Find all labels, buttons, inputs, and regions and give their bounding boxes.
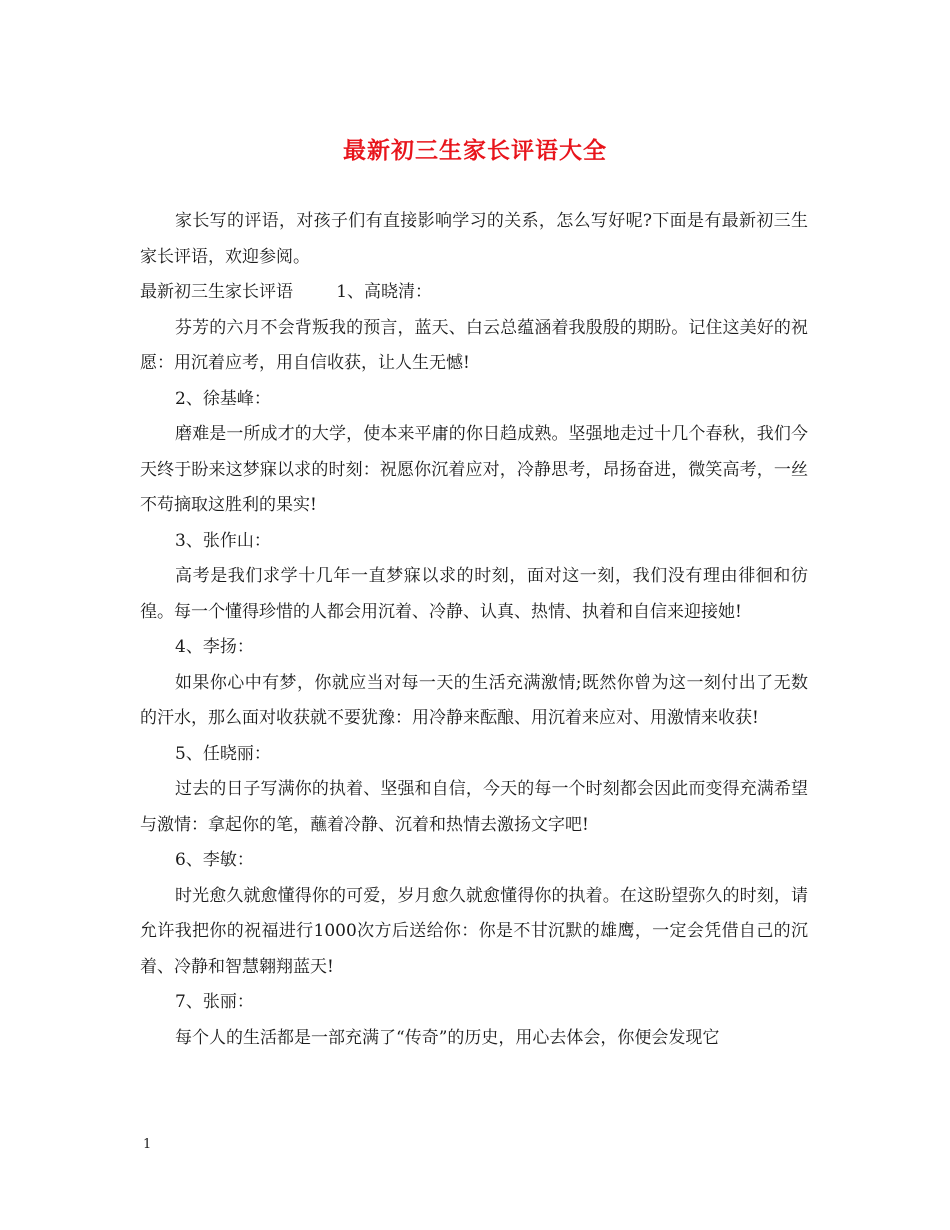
comment-author: 3、张作山：: [175, 530, 271, 551]
comment-author: 7、张丽：: [175, 992, 254, 1012]
document-body: [140, 204, 808, 1056]
intro-paragraph: 家长写的评语，对孩子们有直接影响学习的关系，怎么写好呢?下面是有最新初三生家长评语，欢迎参阅。: [140, 211, 808, 267]
comment-paragraph: 时光愈久就愈懂得你的可爱，岁月愈久就愈懂得你的执着。在这盼望弥久的时刻，请允许我把你的祝福进行1000次方后送给你：你是不甘沉默的雄鹰，一定会凭借自己的沉着、冷静和智慧翱翔蓝天!: [140, 885, 808, 977]
comment-paragraph: 高考是我们求学十几年一直梦寐以求的时刻，面对这一刻，我们没有理由徘徊和彷徨。每一个懂得珍惜的人都会用沉着、冷静、认真、热情、执着和自信来迎接她!: [140, 566, 808, 622]
document-title: 最新初三生家长评语大全: [343, 137, 607, 164]
comment-author: 5、任晓丽：: [175, 743, 271, 764]
comment-paragraph: 如果你心中有梦，你就应当对每一天的生活充满激情;既然你曾为这一刻付出了无数的汗水，那么面对收获就不要犹豫：用冷静来酝酿、用沉着来应对、用激情来收获!: [140, 672, 808, 728]
section-heading: 最新初三生家长评语 1、高晓清：: [140, 282, 433, 302]
comment-author: 4、李扬：: [175, 637, 254, 657]
comment-paragraph: 磨难是一所成才的大学，使本来平庸的你日趋成熟。坚强地走过十几个春秋，我们今天终于盼来这梦寐以求的时刻：祝愿你沉着应对，冷静思考，昂扬奋进，微笑高考，一丝不苟摘取这胜利的果实!: [140, 424, 808, 515]
comment-author: 2、徐基峰：: [175, 388, 271, 409]
page-number: 1: [143, 1137, 152, 1152]
comment-paragraph: 过去的日子写满你的执着、坚强和自信，今天的每一个时刻都会因此而变得充满希望与激情：拿起你的笔，蘸着冷静、沉着和热情去激扬文字吧!: [140, 779, 808, 835]
comment-paragraph: 芬芳的六月不会背叛我的预言，蓝天、白云总蕴涵着我殷殷的期盼。记住这美好的祝愿：用沉着应考，用自信收获，让人生无憾!: [140, 317, 808, 373]
comment-paragraph: 每个人的生活都是一部充满了“传奇”的历史，用心去体会，你便会发现它: [175, 1027, 720, 1048]
comment-author: 6、李敏：: [175, 850, 254, 870]
